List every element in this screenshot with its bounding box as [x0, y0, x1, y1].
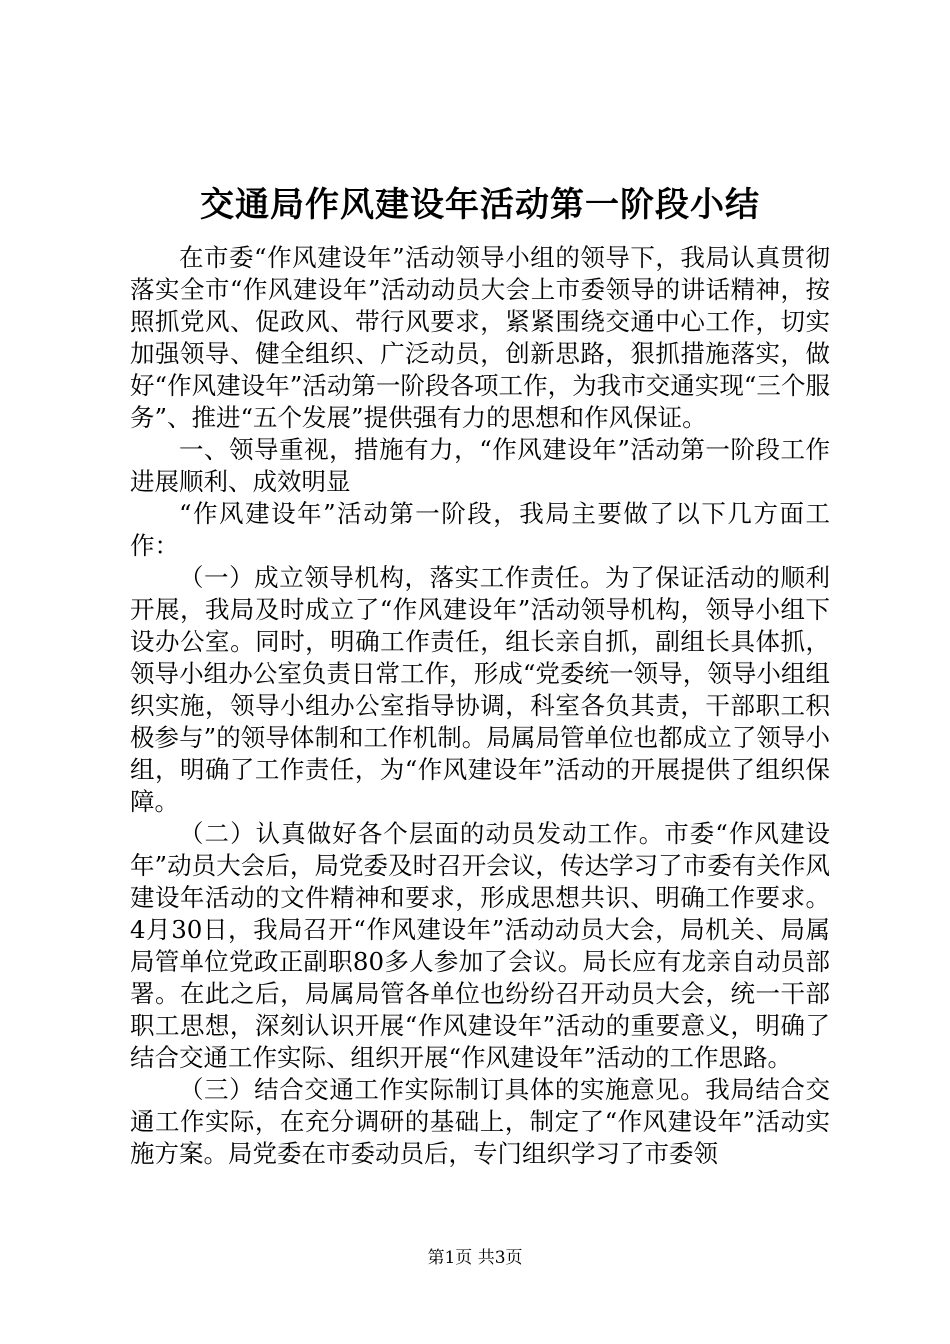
item-paragraph-3: （三）结合交通工作实际制订具体的实施意见。我局结合交通工作实际，在充分调研的基础上，制定了“作风建设年”活动实施方案。局党委在市委动员后，专门组织学习了市委领	[130, 1075, 830, 1168]
document-title: 交通局作风建设年活动第一阶段小结	[200, 185, 760, 225]
document-page	[130, 180, 830, 1170]
item-paragraph-2: （二）认真做好各个层面的动员发动工作。市委“作风建设年”动员大会后，局党委及时召开会议，传达学习了市委有关作风建设年活动的文件精神和要求，形成思想共识、明确工作要求。4月30日，我局召开“作风建设年”活动动员大会，局机关、局属局管单位党政正副职80多人参加了会议。局长应有龙亲自动员部署。在此之后，局属局管各单位也纷纷召开动员大会，统一干部职工思想，深刻认识开展“作风建设年”活动的重要意义，明确了结合交通工作实际、组织开展“作风建设年”活动的工作思路。	[130, 819, 830, 1072]
section-heading-1: 一、领导重视，措施有力，“作风建设年”活动第一阶段工作进展顺利、成效明显	[130, 435, 830, 496]
section-intro-paragraph: “作风建设年”活动第一阶段，我局主要做了以下几方面工作：	[130, 499, 830, 560]
intro-paragraph: 在市委“作风建设年”活动领导小组的领导下，我局认真贯彻落实全市“作风建设年”活动动员大会上市委领导的讲话精神，按照抓党风、促政风、带行风要求，紧紧围绕交通中心工作，切实加强领导、健全组织、广泛动员，创新思路，狠抓措施落实，做好“作风建设年”活动第一阶段各项工作，为我市交通实现“三个服务”、推进“五个发展”提供强有力的思想和作风保证。	[130, 243, 830, 432]
page-number-footer: 第1页 共3页	[427, 1248, 523, 1268]
item-paragraph-1: （一）成立领导机构，落实工作责任。为了保证活动的顺利开展，我局及时成立了“作风建设年”活动领导机构，领导小组下设办公室。同时，明确工作责任，组长亲自抓，副组长具体抓，领导小组办公室负责日常工作，形成“党委统一领导，领导小组组织实施，领导小组办公室指导协调，科室各负其责，干部职工积极参与”的领导体制和工作机制。局属局管单位也都成立了领导小组，明确了工作责任，为“作风建设年”活动的开展提供了组织保障。	[130, 563, 830, 816]
